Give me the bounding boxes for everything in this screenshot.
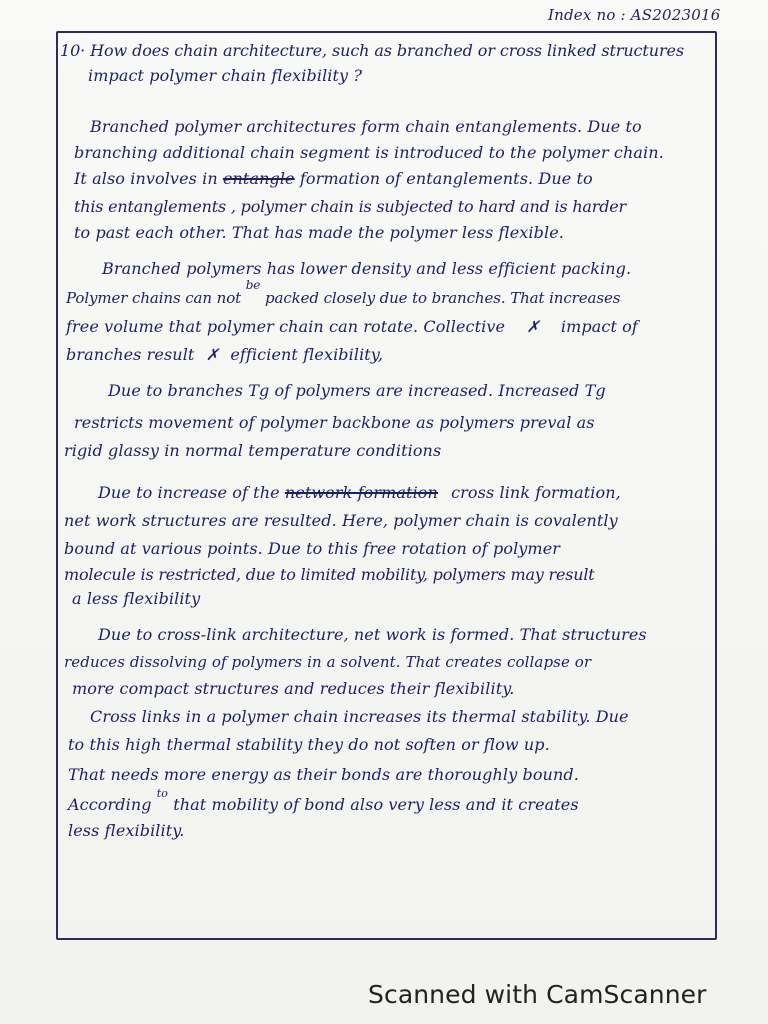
struck-word: entangle [222, 169, 295, 188]
text-line: rigid glassy in normal temperature conditions [64, 441, 442, 460]
text-line: a less flexibility [72, 589, 201, 608]
text-line: to past each other. That has made the polymer less flexible. [74, 223, 564, 242]
scanner-watermark: Scanned with CamScanner [368, 980, 707, 1009]
text-span: cross link formation, [451, 483, 621, 502]
text-line: reduces dissolving of polymers in a solvent. That creates collapse or [64, 653, 592, 671]
inserted-word: to [156, 787, 169, 800]
text-line: branching additional chain segment is introduced to the polymer chain. [74, 143, 664, 162]
text-line [98, 483, 621, 502]
struck-phrase: network formation [284, 483, 438, 502]
text-line [66, 317, 638, 336]
text-line: molecule is restricted, due to limited mobility, polymers may result [64, 565, 595, 584]
question-line-2: impact polymer chain flexibility ? [88, 66, 363, 85]
text-line: this entanglements , polymer chain is subjected to hard and is harder [74, 197, 626, 216]
text-span: According [68, 795, 152, 814]
text-line [74, 169, 593, 188]
scribble-mark: ✗ [526, 317, 540, 336]
text-span: Due to increase of the [98, 483, 280, 502]
text-line: less flexibility. [68, 821, 185, 840]
text-line [68, 787, 579, 814]
text-line: Due to branches Tg of polymers are increased. Increased Tg [108, 381, 606, 400]
answer-frame [56, 31, 717, 940]
text-line: Due to cross-link architecture, net work is formed. That structures [98, 625, 647, 644]
text-span: efficient flexibility, [230, 345, 384, 364]
text-span: free volume that polymer chain can rotate. Collective [66, 317, 506, 336]
text-span: branches result [66, 345, 195, 364]
inserted-word: be [245, 278, 261, 292]
text-line [66, 278, 621, 307]
text-span: that mobility of bond also very less and it creates [173, 795, 579, 814]
index-number: Index no : AS2023016 [548, 6, 721, 24]
text-line: Branched polymer architectures form chain entanglements. Due to [90, 117, 642, 136]
text-line: more compact structures and reduces their flexibility. [72, 679, 515, 698]
text-line: bound at various points. Due to this free rotation of polymer [64, 539, 561, 558]
text-line: Cross links in a polymer chain increases its thermal stability. Due [90, 707, 629, 726]
text-span: formation of entanglements. Due to [299, 169, 593, 188]
text-line [66, 345, 383, 364]
text-line: net work structures are resulted. Here, polymer chain is covalently [64, 511, 618, 530]
text-line: restricts movement of polymer backbone as polymers preval as [74, 413, 595, 432]
text-span: packed closely due to branches. That increases [264, 289, 621, 307]
text-span: It also involves in [74, 169, 218, 188]
text-line: Branched polymers has lower density and less efficient packing. [102, 259, 632, 278]
text-line: That needs more energy as their bonds are thoroughly bound. [68, 765, 579, 784]
scribble-mark: ✗ [205, 345, 220, 364]
text-span: impact of [560, 317, 638, 336]
text-line: to this high thermal stability they do not soften or flow up. [68, 735, 550, 754]
question-line-1: 10· How does chain architecture, such as branched or cross linked structures [60, 41, 684, 60]
text-span: Polymer chains can not [66, 289, 242, 307]
